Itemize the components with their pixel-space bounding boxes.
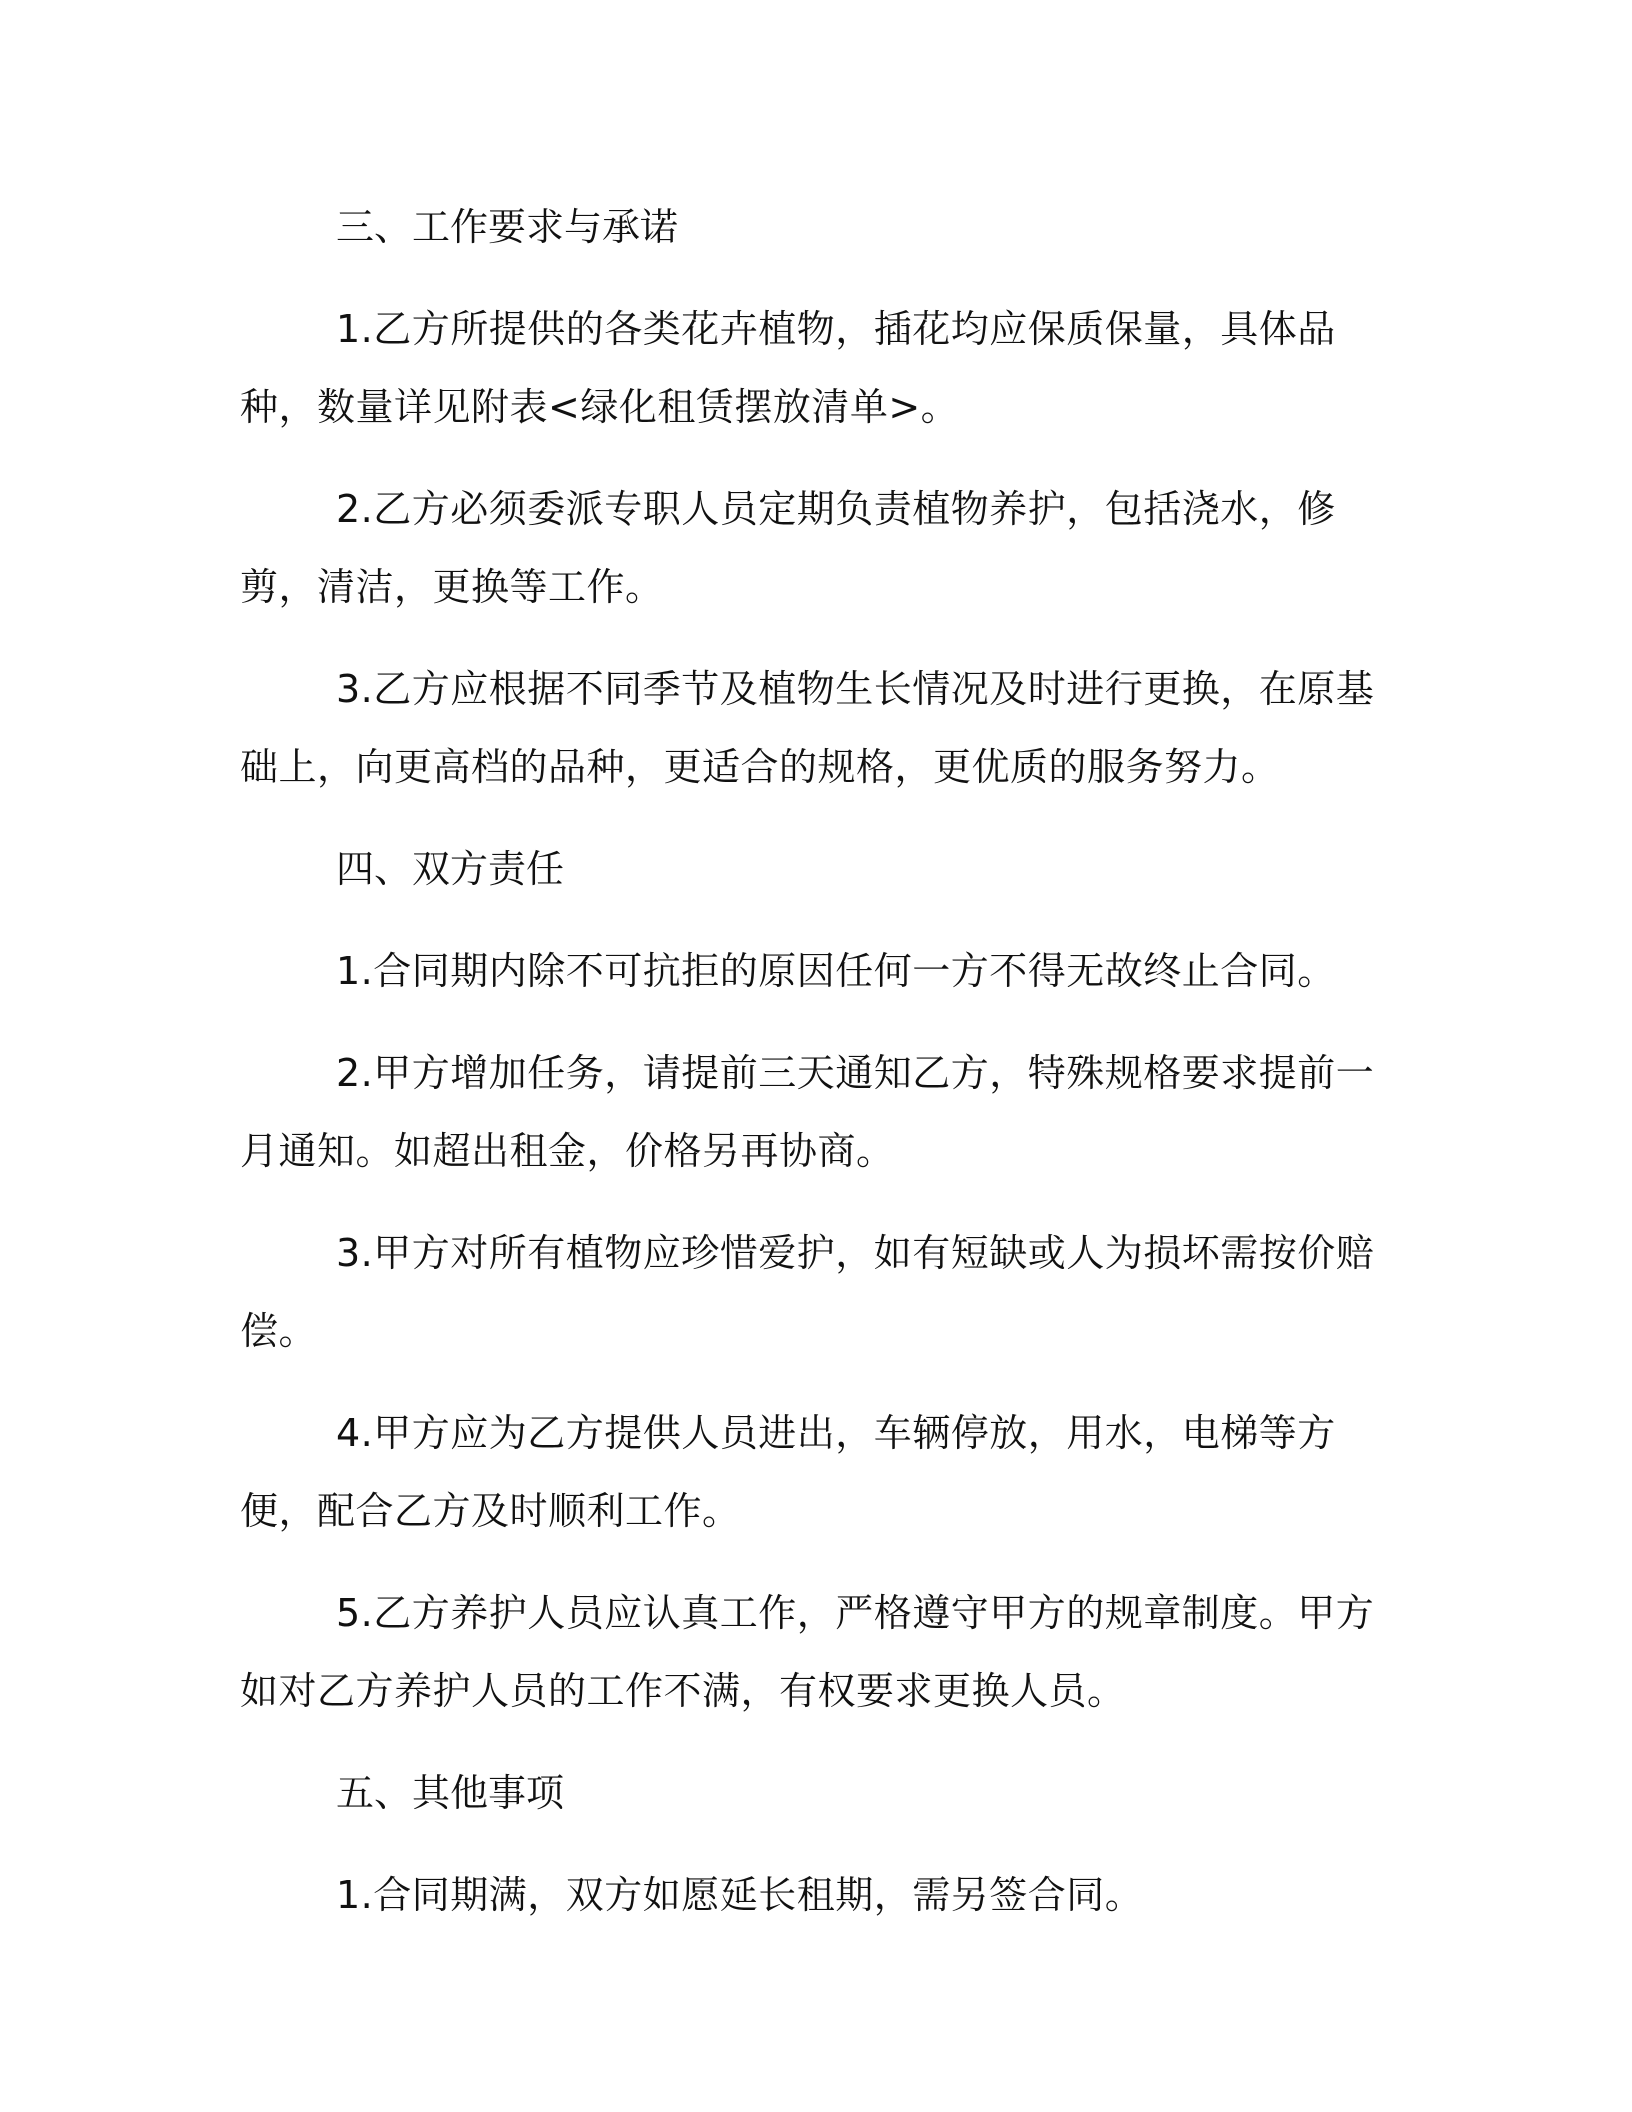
paragraph: 1.合同期满，双方如愿延长租期，需另签合同。	[336, 1873, 1144, 1917]
paragraph: 2.乙方必须委派专职人员定期负责植物养护，包括浇水，修剪，清洁，更换等工作。	[240, 487, 1336, 609]
section-heading: 四、双方责任	[336, 847, 565, 891]
paragraph: 5.乙方养护人员应认真工作，严格遵守甲方的规章制度。甲方如对乙方养护人员的工作不满，有权要求更换人员。	[240, 1591, 1375, 1713]
document-page	[240, 188, 1400, 1958]
paragraph: 1.合同期内除不可抗拒的原因任何一方不得无故终止合同。	[336, 949, 1336, 993]
paragraph: 3.甲方对所有植物应珍惜爱护，如有短缺或人为损坏需按价赔偿。	[240, 1231, 1375, 1353]
paragraph: 1.乙方所提供的各类花卉植物，插花均应保质保量，具体品种，数量详见附表<绿化租赁摆放清单>。	[240, 307, 1336, 429]
section-heading: 五、其他事项	[336, 1771, 565, 1815]
paragraph: 4.甲方应为乙方提供人员进出，车辆停放，用水，电梯等方便，配合乙方及时顺利工作。	[240, 1411, 1336, 1533]
paragraph: 2.甲方增加任务，请提前三天通知乙方，特殊规格要求提前一月通知。如超出租金，价格另再协商。	[240, 1051, 1375, 1173]
paragraph: 3.乙方应根据不同季节及植物生长情况及时进行更换，在原基础上，向更高档的品种，更适合的规格，更优质的服务努力。	[240, 667, 1375, 789]
section-heading: 三、工作要求与承诺	[336, 205, 679, 249]
